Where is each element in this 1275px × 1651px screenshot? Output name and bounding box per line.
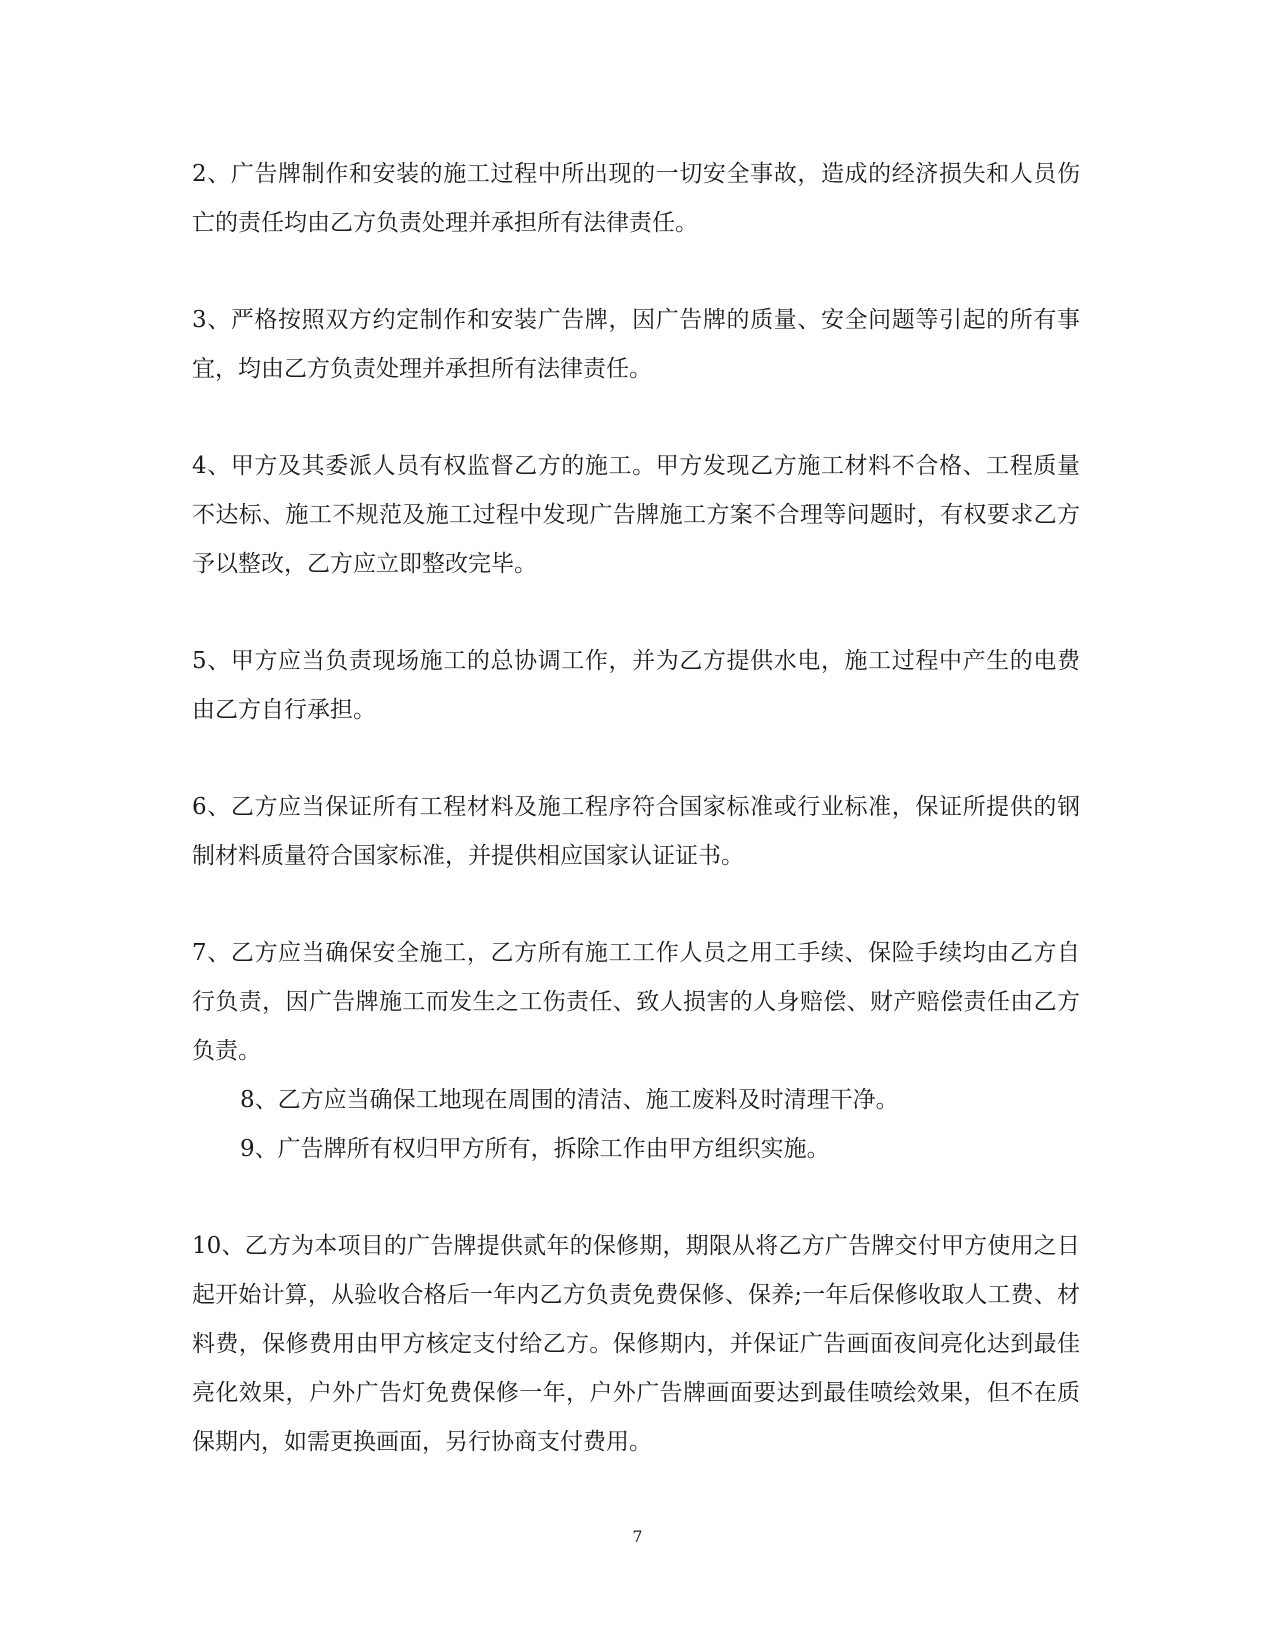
clause-6: 6、乙方应当保证所有工程材料及施工程序符合国家标准或行业标准，保证所提供的钢制材料质量符合国家标准，并提供相应国家认证证书。 — [192, 794, 1080, 869]
clause-2: 2、广告牌制作和安装的施工过程中所出现的一切安全事故，造成的经济损失和人员伤亡的责任均由乙方负责处理并承担所有法律责任。 — [192, 161, 1080, 236]
clause-5: 5、甲方应当负责现场施工的总协调工作，并为乙方提供水电，施工过程中产生的电费由乙方自行承担。 — [192, 648, 1080, 723]
clause-4: 4、甲方及其委派人员有权监督乙方的施工。甲方发现乙方施工材料不合格、工程质量不达标、施工不规范及施工过程中发现广告牌施工方案不合理等问题时，有权要求乙方予以整改，乙方应立即整改完毕。 — [192, 453, 1080, 577]
clause-3: 3、严格按照双方约定制作和安装广告牌，因广告牌的质量、安全问题等引起的所有事宜，均由乙方负责处理并承担所有法律责任。 — [192, 307, 1080, 382]
clause-9: 9、广告牌所有权归甲方所有，拆除工作由甲方组织实施。 — [240, 1136, 830, 1162]
page-number: 7 — [632, 1527, 643, 1546]
clause-8: 8、乙方应当确保工地现在周围的清洁、施工废料及时清理干净。 — [240, 1087, 899, 1113]
clause-7: 7、乙方应当确保安全施工，乙方所有施工工作人员之用工手续、保险手续均由乙方自行负责，因广告牌施工而发生之工伤责任、致人损害的人身赔偿、财产赔偿责任由乙方负责。 — [192, 940, 1080, 1064]
clause-10: 10、乙方为本项目的广告牌提供贰年的保修期，期限从将乙方广告牌交付甲方使用之日起开始计算，从验收合格后一年内乙方负责免费保修、保养;一年后保修收取人工费、材料费，保修费用由甲方核定支付给乙方。保修期内，并保证广告画面夜间亮化达到最佳亮化效果，户外广告灯免费保修一年，户外广告牌画面要达到最佳喷绘效果，但不在质保期内，如需更换画面，另行协商支付费用。 — [192, 1233, 1080, 1455]
document-body — [192, 150, 1080, 1467]
